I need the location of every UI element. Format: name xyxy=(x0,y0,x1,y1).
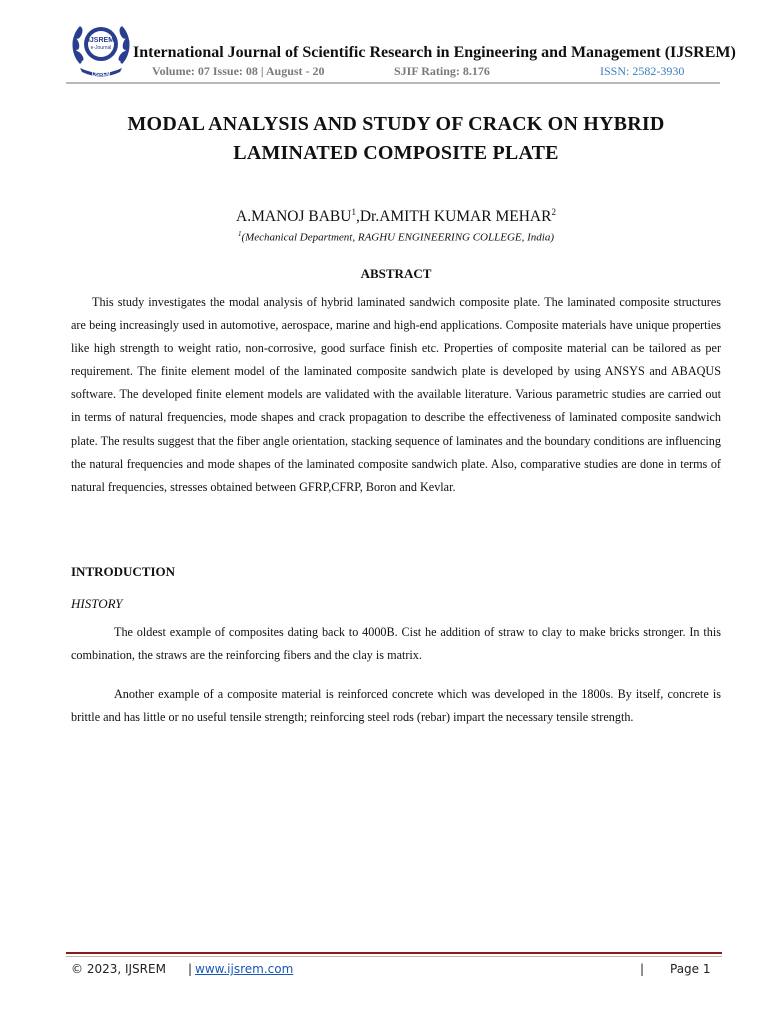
logo-bottom-text: IJSREM xyxy=(91,72,111,78)
header-divider xyxy=(66,82,720,84)
authors xyxy=(70,207,722,226)
history-paragraph-2: Another example of a composite material is reinforced concrete which was developed in the 1800s. By itself, concrete is brittle and has little or no useful tensile strength; reinforcing steel rods (rebar) impart the necessary tensile strength. xyxy=(71,687,721,725)
footer-separator: | xyxy=(188,962,193,976)
title-line-1: MODAL ANALYSIS AND STUDY OF CRACK ON HYBRID xyxy=(127,113,665,135)
author-1: A.MANOJ BABU xyxy=(236,208,352,226)
affiliation-text: (Mechanical Department, RAGHU ENGINEERING COLLEGE, India) xyxy=(241,231,555,244)
author-1-affil: 1 xyxy=(351,207,356,217)
page-number: Page 1 xyxy=(670,962,711,976)
history-paragraph-1: The oldest example of composites dating back to 4000B. Cist he addition of straw to clay to make bricks stronger. In this combination, the straws are the reinforcing fibers and the clay is matrix. xyxy=(71,625,721,663)
footer-website-link[interactable]: www.ijsrem.com xyxy=(195,962,294,976)
abstract-text: This study investigates the modal analysis of hybrid laminated sandwich composite plate. The laminated composite structures are being increasingly used in automotive, aerospace, marine and high-end applications. Composite materials have unique properties like high strength to weight ratio, non-corrosive, good surface finish etc. Properties of composite material can be tailored as per requirement. The finite element model of the laminated composite sandwich plate is developed by using ANSYS and ABAQUS software. The developed finite element models are validated with the available literature. Various parametric studies are carried out in terms of natural frequencies, mode shapes and crack propagation to describe the effectiveness of laminated composite sandwich plate. The results suggest that the fiber angle orientation, stacking sequence of laminates and the boundary conditions are influencing the natural frequencies and mode shapes of the laminated composite sandwich plate. Also, comparative studies are done in terms of natural frequencies, stresses obtained between GFRP,CFRP, Boron and Kevlar. xyxy=(71,295,721,494)
ijsrem-logo xyxy=(66,14,136,80)
author-2: ,Dr.AMITH KUMAR MEHAR xyxy=(355,208,552,226)
paper-title xyxy=(70,110,722,168)
logo-mid-text: e-Journal xyxy=(90,45,112,51)
footer-separator: | xyxy=(640,962,645,976)
title-line-2: LAMINATED COMPOSITE PLATE xyxy=(233,142,559,164)
history-heading: HISTORY xyxy=(71,596,123,611)
footer-divider xyxy=(66,952,722,954)
affiliation-marker: 1 xyxy=(237,230,242,238)
footer-divider-thin xyxy=(66,956,722,957)
affiliation xyxy=(70,230,722,244)
journal-title: International Journal of Scientific Research in Engineering and Management (IJSREM) xyxy=(133,44,736,61)
sjif-rating: SJIF Rating: 8.176 xyxy=(394,64,490,78)
issn: ISSN: 2582-3930 xyxy=(600,64,685,78)
author-2-affil: 2 xyxy=(551,207,556,217)
footer-copyright: © 2023, IJSREM xyxy=(71,962,166,976)
logo-top-text: IJSREM xyxy=(87,37,115,44)
abstract-heading: ABSTRACT xyxy=(360,266,432,281)
volume-info: Volume: 07 Issue: 08 | August - 20 xyxy=(152,64,325,78)
introduction-heading: INTRODUCTION xyxy=(71,564,176,579)
